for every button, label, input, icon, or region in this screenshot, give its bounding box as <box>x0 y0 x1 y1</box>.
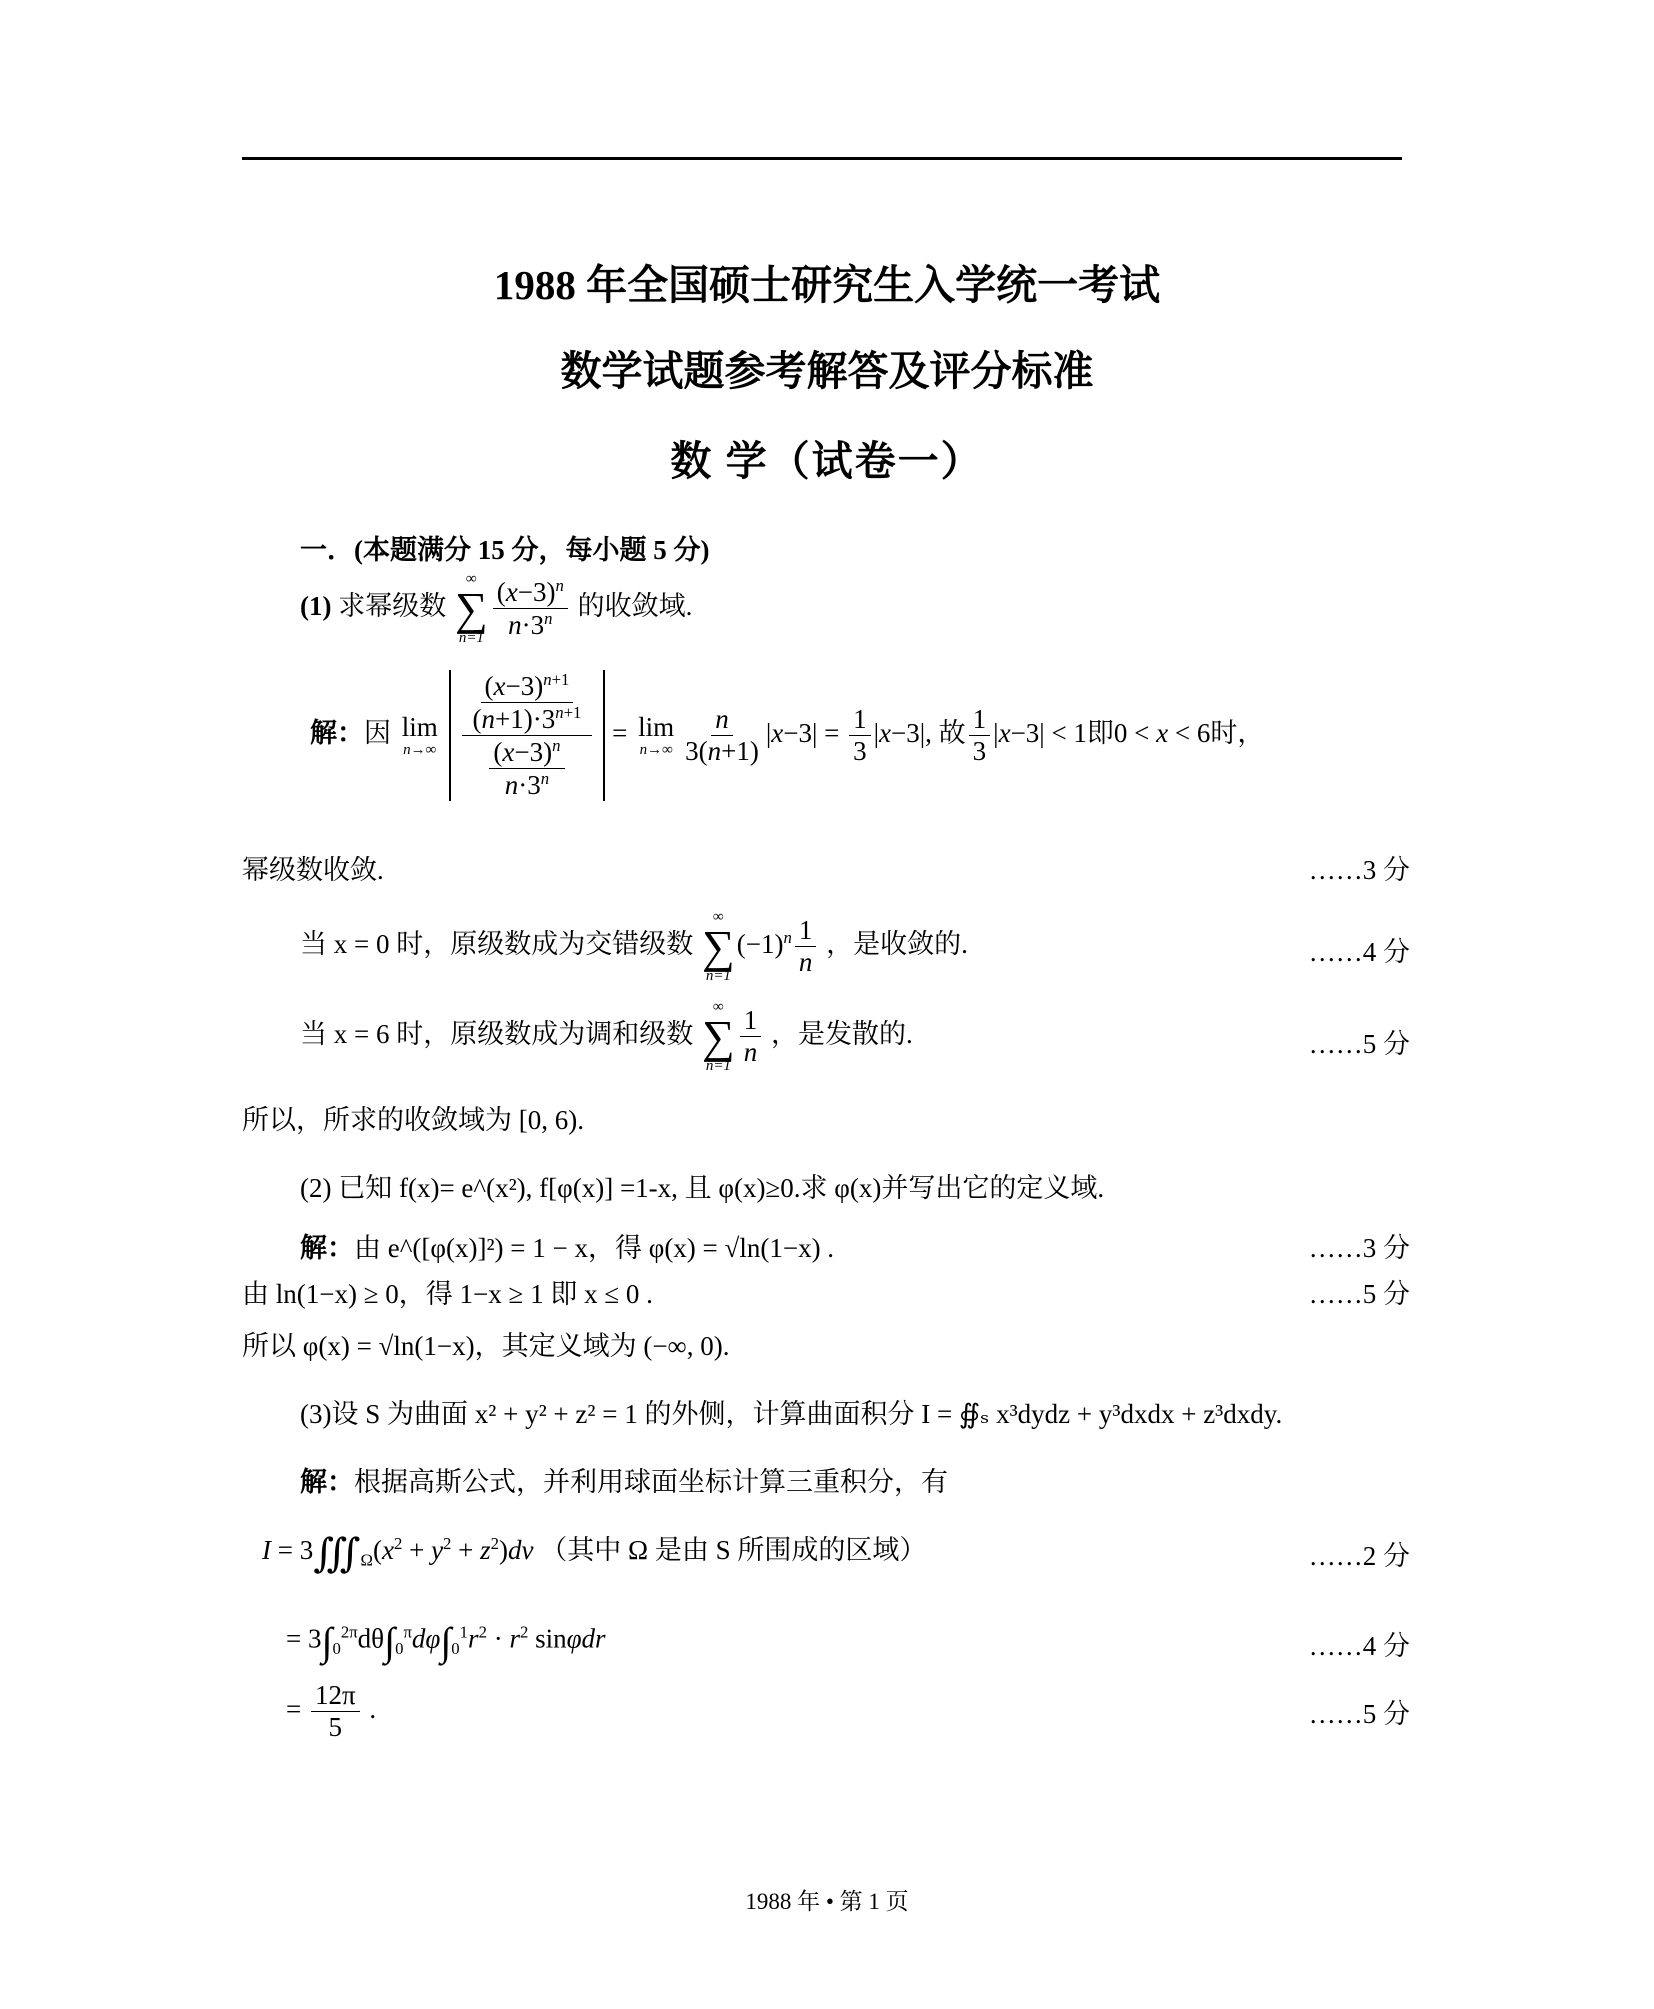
q3-sol-label: 解： <box>300 1467 354 1497</box>
page-footer: 1988 年 • 第 1 页 <box>745 1889 909 1914</box>
q3-eq1-note: （其中 Ω 是由 S 所围成的区域） <box>540 1535 927 1565</box>
q1-sol-text: 因 <box>364 717 391 748</box>
q1-label: (1) <box>300 591 332 622</box>
top-rule <box>242 157 1402 160</box>
q1-case0-text: 当 x = 0 时，原级数成为交错级数 <box>300 929 694 960</box>
q1-score-a: ……3 分 <box>1308 855 1410 885</box>
q1-prompt <box>300 572 692 646</box>
q1-solution: 解：因 lim n→∞ $\frac{\frac{(x-3)^{n+1}}{(n+1)\cdot 3^{n+1}}}{\frac{(x-3)^n}{n\cdot 3^n}}$ = lim n→∞ $\frac{n}{3(n+1)}$ |x−3| = $\frac{1}{3}$ |x−3|, 故 $\frac{1}{3}$ |x−3| < 1即0 < x < 6时， <box>310 670 1265 801</box>
q2-line2: 由 ln(1−x) ≥ 0，得 1−x ≥ 1 即 x ≤ 0 . <box>242 1279 653 1309</box>
title-line-2: 数学试题参考解答及评分标准 <box>560 348 1094 394</box>
q3-prompt: (3)设 S 为曲面 x² + y² + z² = 1 的外侧，计算曲面积分 I = ∯ₛ x³dydz + y³dxdx + z³dxdy. <box>300 1399 1283 1429</box>
q3-eq2: = $3\int_0^{2\pi}d\theta\int_0^\pi d\varphi\int_0^1r^2 \cdot r^2$ sinφdr <box>286 1619 606 1664</box>
title-line-3: 数 学（试卷一） <box>670 438 984 484</box>
q2-sol-label: 解： <box>300 1233 354 1263</box>
q3-score-b: ……4 分 <box>1308 1631 1410 1661</box>
q1-case6-tail: ，是发散的. <box>771 1019 913 1050</box>
q2-solution <box>300 1226 834 1265</box>
q1-score-b: ……4 分 <box>1308 937 1410 967</box>
q3-score-a: ……2 分 <box>1308 1541 1410 1571</box>
q1-prompt-a: 求幂级数 <box>338 591 447 622</box>
q1-case0: 当 x = 0 时，原级数成为交错级数 ∞ ∑ n=1 $(-1)^n$ $\frac{1}{n}$ ，是收敛的. <box>300 909 968 984</box>
title-line-1: 1988 年全国硕士研究生入学统一考试 <box>493 262 1161 308</box>
q3-sol-text: 根据高斯公式，并利用球面坐标计算三重积分，有 <box>354 1467 948 1497</box>
q1-prompt-b: 的收敛域. <box>577 591 693 622</box>
q1-case6-text: 当 x = 6 时，原级数成为调和级数 <box>300 1019 694 1050</box>
q1-conclusion: 所以，所求的收敛域为 [0, 6). <box>242 1105 584 1135</box>
section-heading: 一．(本题满分 15 分，每小题 5 分) <box>300 535 710 565</box>
q3-eq1: $I = 3∭_\Omega(x^2 + y^2 + z^2)dv$ （其中 Ω 是由 S 所围成的区域） <box>262 1530 927 1576</box>
q1-sol-label: 解： <box>310 717 364 748</box>
q3-solution <box>300 1460 948 1499</box>
q1-score-c: ……5 分 <box>1308 1029 1410 1059</box>
series-term: $\frac{(x-3)^n}{n\cdot 3^n}$ <box>493 576 568 641</box>
q1-sol-tail: 时， <box>1210 717 1265 748</box>
q1-case0-tail: ，是收敛的. <box>826 929 968 960</box>
q1-cont: 幂级数收敛. <box>242 855 384 885</box>
q3-score-c: ……5 分 <box>1308 1699 1410 1729</box>
q2-prompt: (2) 已知 f(x)= e^(x²), f[φ(x)] =1-x, 且 φ(x)≥0.求 φ(x)并写出它的定义域. <box>300 1173 1105 1203</box>
q3-eq3: = $\frac{12\pi}{5}$ . <box>286 1680 377 1743</box>
q2-score-b: ……5 分 <box>1308 1279 1410 1309</box>
sum-formula: ∞ ∑ n=1 <box>454 571 488 646</box>
limit-formula: lim n→∞ <box>401 711 438 758</box>
q2-line3: 所以 φ(x) = √ln(1−x)，其定义域为 (−∞, 0). <box>242 1331 730 1361</box>
q2-score-a: ……3 分 <box>1308 1233 1410 1263</box>
q2-sol-text: 由 e^([φ(x)]²) = 1 − x，得 φ(x) = √ln(1−x) . <box>354 1233 835 1263</box>
q1-case6: 当 x = 6 时，原级数成为调和级数 ∞ ∑ n=1 $\frac{1}{n}$ ，是发散的. <box>300 999 913 1074</box>
ratio-abs: $\frac{\frac{(x-3)^{n+1}}{(n+1)\cdot 3^{n+1}}}{\frac{(x-3)^n}{n\cdot 3^n}}$ <box>449 670 606 801</box>
